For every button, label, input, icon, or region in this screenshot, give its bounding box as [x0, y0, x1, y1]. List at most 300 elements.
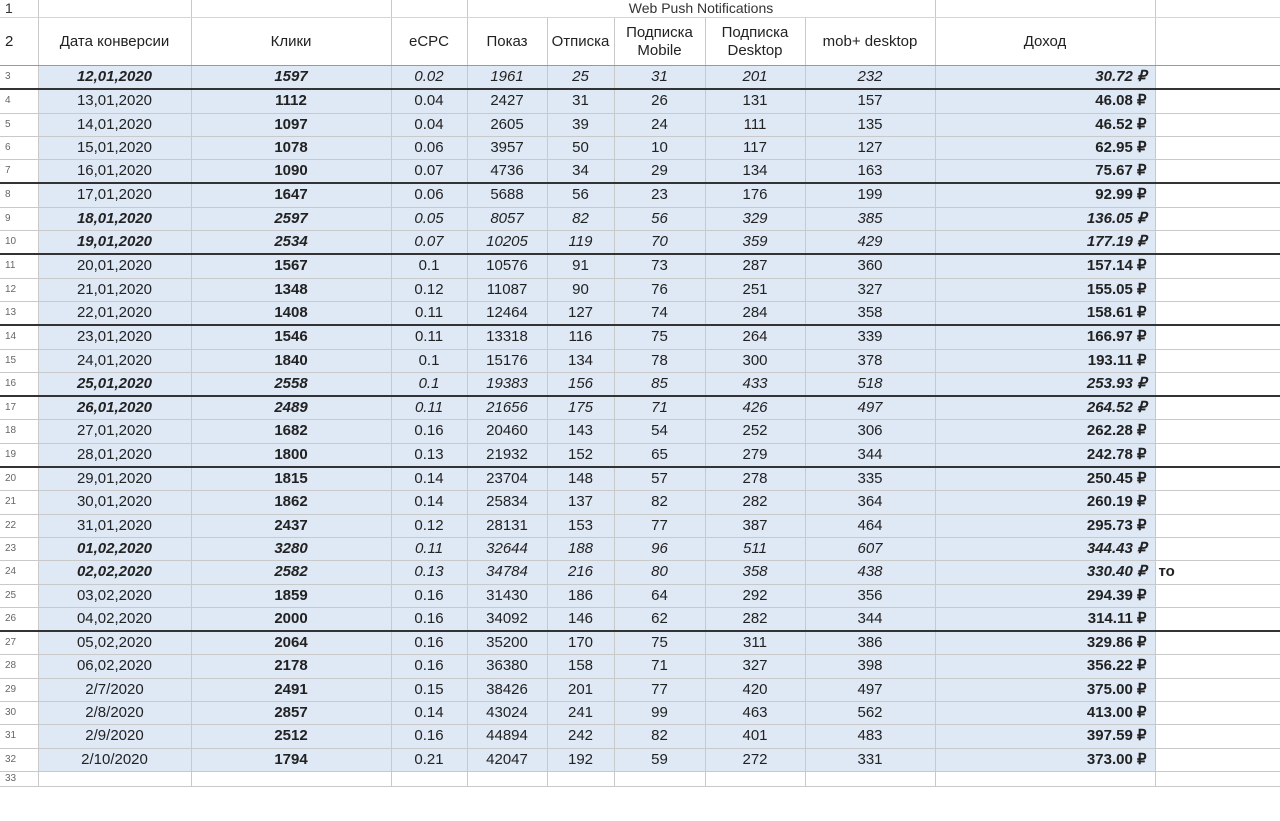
row-number[interactable]: 29 [0, 678, 38, 701]
cell-sub-desktop[interactable]: 111 [705, 113, 805, 136]
header-ecpc[interactable]: eCPC [391, 18, 467, 66]
cell-overflow[interactable] [1155, 537, 1280, 560]
cell-ecpc[interactable]: 0.1 [391, 349, 467, 372]
cell-mob-desktop[interactable]: 327 [805, 278, 935, 301]
cell-revenue[interactable]: 166.97 ₽ [935, 325, 1155, 349]
cell-mob-desktop[interactable]: 360 [805, 254, 935, 278]
cell-mob-desktop[interactable]: 497 [805, 678, 935, 701]
group-header-web-push[interactable]: Web Push Notifications [467, 0, 935, 18]
cell-revenue[interactable]: 413.00 ₽ [935, 702, 1155, 725]
cell-date[interactable]: 28,01,2020 [38, 443, 191, 467]
cell-sub-mobile[interactable]: 70 [614, 231, 705, 255]
cell-sub-mobile[interactable]: 82 [614, 725, 705, 748]
cell-clicks[interactable]: 2534 [191, 231, 391, 255]
row-number[interactable]: 9 [0, 207, 38, 230]
cell[interactable] [391, 0, 467, 18]
row-number[interactable]: 33 [0, 771, 38, 786]
cell-ecpc[interactable]: 0.07 [391, 231, 467, 255]
cell-date[interactable]: 17,01,2020 [38, 183, 191, 207]
cell-revenue[interactable]: 253.93 ₽ [935, 372, 1155, 396]
cell-shows[interactable]: 2605 [467, 113, 547, 136]
cell-ecpc[interactable]: 0.16 [391, 725, 467, 748]
cell-ecpc[interactable]: 0.1 [391, 372, 467, 396]
cell-overflow[interactable] [1155, 254, 1280, 278]
cell-clicks[interactable]: 2582 [191, 561, 391, 584]
cell-unsub[interactable]: 50 [547, 136, 614, 159]
cell-overflow[interactable] [1155, 420, 1280, 443]
cell-date[interactable]: 19,01,2020 [38, 231, 191, 255]
cell-unsub[interactable]: 153 [547, 514, 614, 537]
row-number[interactable]: 28 [0, 655, 38, 678]
header-revenue[interactable]: Доход [935, 18, 1155, 66]
cell-shows[interactable]: 31430 [467, 584, 547, 607]
cell-sub-mobile[interactable]: 96 [614, 537, 705, 560]
cell-sub-desktop[interactable]: 426 [705, 396, 805, 420]
row-number[interactable]: 30 [0, 702, 38, 725]
cell-shows[interactable]: 10205 [467, 231, 547, 255]
cell-sub-desktop[interactable]: 401 [705, 725, 805, 748]
cell-ecpc[interactable]: 0.12 [391, 514, 467, 537]
cell-unsub[interactable]: 156 [547, 372, 614, 396]
cell[interactable] [391, 771, 467, 786]
cell-ecpc[interactable]: 0.1 [391, 254, 467, 278]
cell[interactable] [1155, 0, 1280, 18]
cell-revenue[interactable]: 375.00 ₽ [935, 678, 1155, 701]
cell-overflow[interactable] [1155, 584, 1280, 607]
cell-date[interactable]: 24,01,2020 [38, 349, 191, 372]
cell-date[interactable]: 2/9/2020 [38, 725, 191, 748]
cell-unsub[interactable]: 134 [547, 349, 614, 372]
cell-sub-desktop[interactable]: 117 [705, 136, 805, 159]
row-number[interactable]: 32 [0, 748, 38, 771]
cell-shows[interactable]: 21932 [467, 443, 547, 467]
cell-sub-mobile[interactable]: 62 [614, 607, 705, 631]
cell-date[interactable]: 02,02,2020 [38, 561, 191, 584]
cell-unsub[interactable]: 175 [547, 396, 614, 420]
cell-overflow[interactable] [1155, 89, 1280, 113]
cell-sub-desktop[interactable]: 272 [705, 748, 805, 771]
cell-revenue[interactable]: 30.72 ₽ [935, 66, 1155, 90]
cell-revenue[interactable]: 46.08 ₽ [935, 89, 1155, 113]
cell-mob-desktop[interactable]: 518 [805, 372, 935, 396]
cell-sub-desktop[interactable]: 433 [705, 372, 805, 396]
cell-mob-desktop[interactable]: 232 [805, 66, 935, 90]
cell-sub-desktop[interactable]: 387 [705, 514, 805, 537]
row-number[interactable]: 14 [0, 325, 38, 349]
cell-sub-desktop[interactable]: 284 [705, 301, 805, 325]
cell-sub-mobile[interactable]: 23 [614, 183, 705, 207]
cell-revenue[interactable]: 397.59 ₽ [935, 725, 1155, 748]
cell-shows[interactable]: 11087 [467, 278, 547, 301]
cell-revenue[interactable]: 264.52 ₽ [935, 396, 1155, 420]
cell-sub-desktop[interactable]: 420 [705, 678, 805, 701]
cell-overflow[interactable] [1155, 372, 1280, 396]
cell-date[interactable]: 15,01,2020 [38, 136, 191, 159]
cell-sub-mobile[interactable]: 74 [614, 301, 705, 325]
cell-sub-mobile[interactable]: 85 [614, 372, 705, 396]
cell-sub-mobile[interactable]: 31 [614, 66, 705, 90]
cell-mob-desktop[interactable]: 344 [805, 443, 935, 467]
cell-sub-desktop[interactable]: 511 [705, 537, 805, 560]
cell-clicks[interactable]: 1097 [191, 113, 391, 136]
cell-shows[interactable]: 13318 [467, 325, 547, 349]
cell-shows[interactable]: 34092 [467, 607, 547, 631]
cell-revenue[interactable]: 242.78 ₽ [935, 443, 1155, 467]
row-number[interactable]: 15 [0, 349, 38, 372]
cell-overflow[interactable] [1155, 207, 1280, 230]
header-clicks[interactable]: Клики [191, 18, 391, 66]
cell-sub-mobile[interactable]: 71 [614, 655, 705, 678]
cell-sub-mobile[interactable]: 26 [614, 89, 705, 113]
cell-revenue[interactable]: 356.22 ₽ [935, 655, 1155, 678]
cell-sub-mobile[interactable]: 82 [614, 491, 705, 514]
cell-shows[interactable]: 12464 [467, 301, 547, 325]
cell-sub-mobile[interactable]: 77 [614, 514, 705, 537]
cell-clicks[interactable]: 3280 [191, 537, 391, 560]
cell-revenue[interactable]: 177.19 ₽ [935, 231, 1155, 255]
row-number[interactable]: 17 [0, 396, 38, 420]
cell[interactable] [467, 771, 547, 786]
cell-sub-desktop[interactable]: 201 [705, 66, 805, 90]
cell-overflow[interactable] [1155, 491, 1280, 514]
cell-overflow[interactable] [1155, 349, 1280, 372]
cell[interactable] [1155, 18, 1280, 66]
cell-clicks[interactable]: 2857 [191, 702, 391, 725]
cell-shows[interactable]: 42047 [467, 748, 547, 771]
cell-overflow[interactable] [1155, 301, 1280, 325]
cell-sub-desktop[interactable]: 279 [705, 443, 805, 467]
cell-sub-mobile[interactable]: 10 [614, 136, 705, 159]
cell-ecpc[interactable]: 0.06 [391, 183, 467, 207]
header-sub-desktop[interactable] [705, 18, 805, 66]
cell-date[interactable]: 25,01,2020 [38, 372, 191, 396]
cell-shows[interactable]: 38426 [467, 678, 547, 701]
cell-ecpc[interactable]: 0.16 [391, 655, 467, 678]
row-number[interactable]: 16 [0, 372, 38, 396]
cell-ecpc[interactable]: 0.14 [391, 467, 467, 491]
cell-revenue[interactable]: 329.86 ₽ [935, 631, 1155, 655]
cell-ecpc[interactable]: 0.16 [391, 631, 467, 655]
cell-unsub[interactable]: 146 [547, 607, 614, 631]
cell-date[interactable]: 05,02,2020 [38, 631, 191, 655]
row-number[interactable]: 10 [0, 231, 38, 255]
cell-revenue[interactable]: 155.05 ₽ [935, 278, 1155, 301]
cell-unsub[interactable]: 148 [547, 467, 614, 491]
cell-mob-desktop[interactable]: 339 [805, 325, 935, 349]
cell-ecpc[interactable]: 0.04 [391, 89, 467, 113]
row-number[interactable]: 23 [0, 537, 38, 560]
cell-mob-desktop[interactable]: 364 [805, 491, 935, 514]
cell-sub-mobile[interactable]: 65 [614, 443, 705, 467]
cell-sub-mobile[interactable]: 71 [614, 396, 705, 420]
cell-unsub[interactable]: 143 [547, 420, 614, 443]
cell-ecpc[interactable]: 0.13 [391, 561, 467, 584]
cell[interactable] [935, 0, 1155, 18]
cell-sub-desktop[interactable]: 327 [705, 655, 805, 678]
row-number[interactable]: 12 [0, 278, 38, 301]
cell-mob-desktop[interactable]: 562 [805, 702, 935, 725]
row-number[interactable]: 27 [0, 631, 38, 655]
row-number[interactable]: 18 [0, 420, 38, 443]
cell-mob-desktop[interactable]: 163 [805, 160, 935, 184]
header-date[interactable]: Дата конверсии [38, 18, 191, 66]
cell-ecpc[interactable]: 0.15 [391, 678, 467, 701]
row-number[interactable]: 21 [0, 491, 38, 514]
cell-mob-desktop[interactable]: 127 [805, 136, 935, 159]
cell[interactable] [191, 771, 391, 786]
cell-shows[interactable]: 25834 [467, 491, 547, 514]
row-number[interactable]: 22 [0, 514, 38, 537]
cell-date[interactable]: 13,01,2020 [38, 89, 191, 113]
cell-shows[interactable]: 4736 [467, 160, 547, 184]
cell-mob-desktop[interactable]: 386 [805, 631, 935, 655]
cell-sub-mobile[interactable]: 59 [614, 748, 705, 771]
cell-mob-desktop[interactable]: 356 [805, 584, 935, 607]
cell-clicks[interactable]: 1408 [191, 301, 391, 325]
cell-unsub[interactable]: 152 [547, 443, 614, 467]
cell-date[interactable]: 14,01,2020 [38, 113, 191, 136]
cell-clicks[interactable]: 2064 [191, 631, 391, 655]
cell-overflow[interactable] [1155, 748, 1280, 771]
cell-unsub[interactable]: 90 [547, 278, 614, 301]
cell-sub-desktop[interactable]: 131 [705, 89, 805, 113]
cell-mob-desktop[interactable]: 464 [805, 514, 935, 537]
cell-clicks[interactable]: 1794 [191, 748, 391, 771]
cell-date[interactable]: 2/8/2020 [38, 702, 191, 725]
cell-shows[interactable]: 34784 [467, 561, 547, 584]
cell-revenue[interactable]: 314.11 ₽ [935, 607, 1155, 631]
cell-mob-desktop[interactable]: 135 [805, 113, 935, 136]
cell-revenue[interactable]: 157.14 ₽ [935, 254, 1155, 278]
row-number[interactable]: 11 [0, 254, 38, 278]
cell-mob-desktop[interactable]: 483 [805, 725, 935, 748]
row-number[interactable]: 25 [0, 584, 38, 607]
cell-clicks[interactable]: 1597 [191, 66, 391, 90]
cell-date[interactable]: 2/7/2020 [38, 678, 191, 701]
cell-clicks[interactable]: 1078 [191, 136, 391, 159]
cell-overflow[interactable] [1155, 66, 1280, 90]
cell-date[interactable]: 04,02,2020 [38, 607, 191, 631]
cell-clicks[interactable]: 2558 [191, 372, 391, 396]
cell-unsub[interactable]: 39 [547, 113, 614, 136]
cell-mob-desktop[interactable]: 438 [805, 561, 935, 584]
cell-date[interactable]: 21,01,2020 [38, 278, 191, 301]
cell-sub-desktop[interactable]: 282 [705, 607, 805, 631]
cell-overflow[interactable] [1155, 467, 1280, 491]
cell-mob-desktop[interactable]: 607 [805, 537, 935, 560]
cell-unsub[interactable]: 241 [547, 702, 614, 725]
cell-mob-desktop[interactable]: 429 [805, 231, 935, 255]
cell-clicks[interactable]: 2491 [191, 678, 391, 701]
cell-ecpc[interactable]: 0.12 [391, 278, 467, 301]
cell-mob-desktop[interactable]: 358 [805, 301, 935, 325]
cell-mob-desktop[interactable]: 398 [805, 655, 935, 678]
cell-sub-desktop[interactable]: 287 [705, 254, 805, 278]
cell-ecpc[interactable]: 0.11 [391, 396, 467, 420]
cell-sub-mobile[interactable]: 73 [614, 254, 705, 278]
row-number[interactable]: 26 [0, 607, 38, 631]
cell[interactable] [805, 771, 935, 786]
cell-clicks[interactable]: 1348 [191, 278, 391, 301]
cell-revenue[interactable]: 136.05 ₽ [935, 207, 1155, 230]
cell-overflow[interactable] [1155, 702, 1280, 725]
cell-sub-mobile[interactable]: 77 [614, 678, 705, 701]
cell-ecpc[interactable]: 0.14 [391, 702, 467, 725]
cell-unsub[interactable]: 91 [547, 254, 614, 278]
cell-unsub[interactable]: 186 [547, 584, 614, 607]
cell-revenue[interactable]: 46.52 ₽ [935, 113, 1155, 136]
cell-revenue[interactable]: 330.40 ₽ [935, 561, 1155, 584]
cell-clicks[interactable]: 1840 [191, 349, 391, 372]
cell-clicks[interactable]: 1090 [191, 160, 391, 184]
cell-sub-mobile[interactable]: 57 [614, 467, 705, 491]
cell-revenue[interactable]: 295.73 ₽ [935, 514, 1155, 537]
cell-shows[interactable]: 10576 [467, 254, 547, 278]
cell-overflow[interactable] [1155, 655, 1280, 678]
cell-mob-desktop[interactable]: 335 [805, 467, 935, 491]
cell-ecpc[interactable]: 0.21 [391, 748, 467, 771]
cell-sub-mobile[interactable]: 29 [614, 160, 705, 184]
cell-revenue[interactable]: 344.43 ₽ [935, 537, 1155, 560]
cell-overflow[interactable] [1155, 325, 1280, 349]
cell-unsub[interactable]: 119 [547, 231, 614, 255]
cell-ecpc[interactable]: 0.14 [391, 491, 467, 514]
row-number[interactable]: 7 [0, 160, 38, 184]
cell-date[interactable]: 22,01,2020 [38, 301, 191, 325]
cell-ecpc[interactable]: 0.05 [391, 207, 467, 230]
cell-revenue[interactable]: 193.11 ₽ [935, 349, 1155, 372]
cell-sub-desktop[interactable]: 282 [705, 491, 805, 514]
cell-shows[interactable]: 43024 [467, 702, 547, 725]
cell-unsub[interactable]: 25 [547, 66, 614, 90]
cell[interactable] [547, 771, 614, 786]
row-number[interactable]: 31 [0, 725, 38, 748]
cell-clicks[interactable]: 1112 [191, 89, 391, 113]
cell-ecpc[interactable]: 0.02 [391, 66, 467, 90]
cell-sub-desktop[interactable]: 292 [705, 584, 805, 607]
row-number[interactable]: 2 [0, 18, 38, 66]
cell-mob-desktop[interactable]: 378 [805, 349, 935, 372]
cell-clicks[interactable]: 2000 [191, 607, 391, 631]
cell[interactable] [614, 771, 705, 786]
cell-date[interactable]: 06,02,2020 [38, 655, 191, 678]
cell-overflow[interactable] [1155, 514, 1280, 537]
cell-ecpc[interactable]: 0.04 [391, 113, 467, 136]
cell-ecpc[interactable]: 0.06 [391, 136, 467, 159]
cell-sub-mobile[interactable]: 99 [614, 702, 705, 725]
cell-clicks[interactable]: 2437 [191, 514, 391, 537]
cell-sub-desktop[interactable]: 252 [705, 420, 805, 443]
row-number[interactable]: 20 [0, 467, 38, 491]
cell[interactable] [705, 771, 805, 786]
cell-mob-desktop[interactable]: 385 [805, 207, 935, 230]
header-mob-desktop[interactable]: mob+ desktop [805, 18, 935, 66]
row-number[interactable]: 4 [0, 89, 38, 113]
cell-sub-mobile[interactable]: 76 [614, 278, 705, 301]
cell-clicks[interactable]: 2597 [191, 207, 391, 230]
cell-shows[interactable]: 1961 [467, 66, 547, 90]
cell-sub-mobile[interactable]: 64 [614, 584, 705, 607]
cell-ecpc[interactable]: 0.07 [391, 160, 467, 184]
cell-sub-desktop[interactable]: 358 [705, 561, 805, 584]
cell-revenue[interactable]: 294.39 ₽ [935, 584, 1155, 607]
cell-sub-mobile[interactable]: 78 [614, 349, 705, 372]
cell-date[interactable]: 30,01,2020 [38, 491, 191, 514]
cell-shows[interactable]: 2427 [467, 89, 547, 113]
cell-revenue[interactable]: 260.19 ₽ [935, 491, 1155, 514]
cell-unsub[interactable]: 188 [547, 537, 614, 560]
cell-revenue[interactable]: 250.45 ₽ [935, 467, 1155, 491]
cell-overflow[interactable] [1155, 160, 1280, 184]
cell-sub-desktop[interactable]: 311 [705, 631, 805, 655]
cell-clicks[interactable]: 2512 [191, 725, 391, 748]
cell-mob-desktop[interactable]: 157 [805, 89, 935, 113]
header-shows[interactable]: Показ [467, 18, 547, 66]
cell-sub-desktop[interactable]: 359 [705, 231, 805, 255]
cell-ecpc[interactable]: 0.16 [391, 420, 467, 443]
cell-clicks[interactable]: 2489 [191, 396, 391, 420]
cell-ecpc[interactable]: 0.16 [391, 607, 467, 631]
cell-overflow[interactable] [1155, 113, 1280, 136]
cell-overflow[interactable] [1155, 607, 1280, 631]
cell-clicks[interactable]: 1800 [191, 443, 391, 467]
cell-unsub[interactable]: 137 [547, 491, 614, 514]
cell-overflow[interactable] [1155, 631, 1280, 655]
cell-unsub[interactable]: 56 [547, 183, 614, 207]
cell-overflow[interactable] [1155, 725, 1280, 748]
cell-sub-mobile[interactable]: 56 [614, 207, 705, 230]
cell-ecpc[interactable]: 0.16 [391, 584, 467, 607]
cell-date[interactable]: 03,02,2020 [38, 584, 191, 607]
row-number[interactable]: 24 [0, 561, 38, 584]
cell-date[interactable]: 2/10/2020 [38, 748, 191, 771]
cell-unsub[interactable]: 158 [547, 655, 614, 678]
cell-unsub[interactable]: 242 [547, 725, 614, 748]
cell-shows[interactable]: 19383 [467, 372, 547, 396]
cell-shows[interactable]: 35200 [467, 631, 547, 655]
cell-clicks[interactable]: 2178 [191, 655, 391, 678]
cell-sub-mobile[interactable]: 75 [614, 325, 705, 349]
row-number[interactable]: 13 [0, 301, 38, 325]
cell-date[interactable]: 27,01,2020 [38, 420, 191, 443]
cell-mob-desktop[interactable]: 306 [805, 420, 935, 443]
cell-mob-desktop[interactable]: 497 [805, 396, 935, 420]
cell-clicks[interactable]: 1567 [191, 254, 391, 278]
cell-sub-desktop[interactable]: 329 [705, 207, 805, 230]
cell-revenue[interactable]: 75.67 ₽ [935, 160, 1155, 184]
cell-sub-desktop[interactable]: 134 [705, 160, 805, 184]
header-unsub[interactable]: Отписка [547, 18, 614, 66]
cell-revenue[interactable]: 373.00 ₽ [935, 748, 1155, 771]
cell-ecpc[interactable]: 0.11 [391, 325, 467, 349]
cell-clicks[interactable]: 1647 [191, 183, 391, 207]
cell-overflow[interactable] [1155, 396, 1280, 420]
cell-date[interactable]: 29,01,2020 [38, 467, 191, 491]
cell-sub-desktop[interactable]: 264 [705, 325, 805, 349]
cell-unsub[interactable]: 201 [547, 678, 614, 701]
cell-sub-mobile[interactable]: 75 [614, 631, 705, 655]
cell[interactable] [191, 0, 391, 18]
cell-shows[interactable]: 36380 [467, 655, 547, 678]
cell-shows[interactable]: 23704 [467, 467, 547, 491]
cell-date[interactable]: 01,02,2020 [38, 537, 191, 560]
cell-shows[interactable]: 44894 [467, 725, 547, 748]
row-number[interactable]: 8 [0, 183, 38, 207]
cell-mob-desktop[interactable]: 344 [805, 607, 935, 631]
row-number[interactable]: 19 [0, 443, 38, 467]
cell-overflow[interactable]: то [1155, 561, 1280, 584]
cell-clicks[interactable]: 1859 [191, 584, 391, 607]
